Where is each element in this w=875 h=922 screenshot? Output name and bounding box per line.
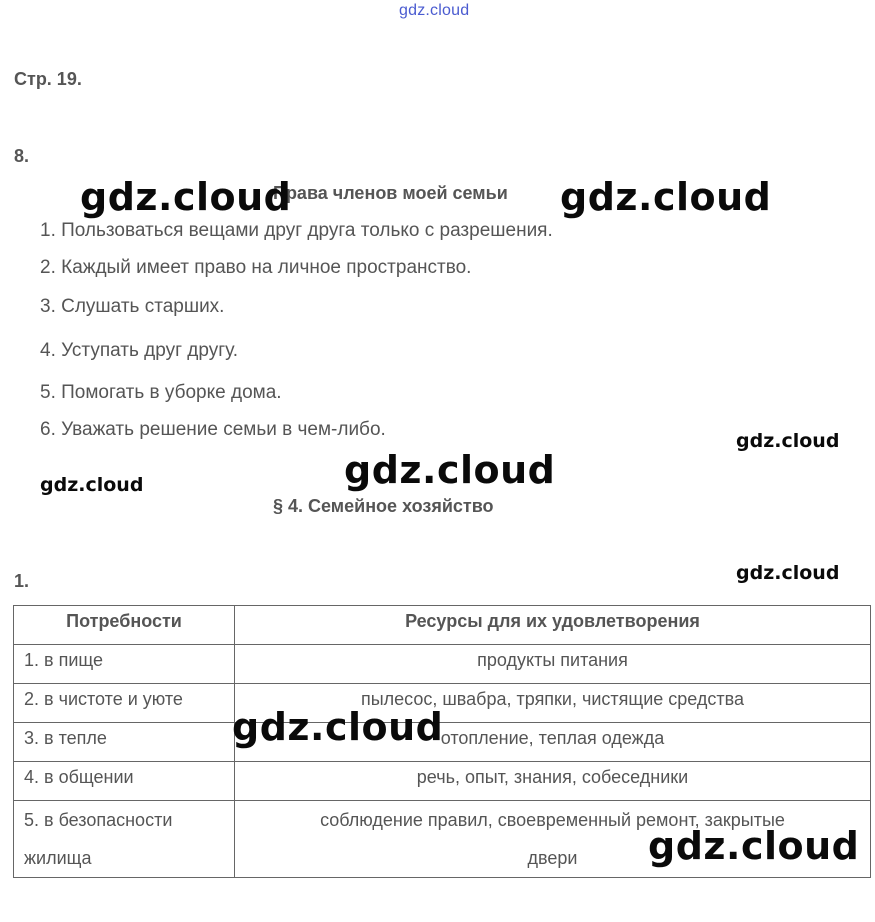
watermark-top: gdz.cloud [399, 2, 470, 19]
table-cell-need: 1. в пище [14, 645, 235, 684]
table-row [14, 645, 871, 684]
table-cell-resource-line2: двери [527, 848, 578, 868]
watermark-label: gdz.cloud [344, 448, 556, 492]
table-cell-resource: отопление, теплая одежда [235, 723, 871, 762]
watermark-label: gdz.cloud [648, 824, 860, 868]
rights-item: 5. Помогать в уборке дома. [40, 382, 282, 403]
watermark-label: gdz.cloud [736, 562, 840, 584]
task-8-number: 8. [14, 146, 30, 166]
table-cell-need: 4. в общении [14, 762, 235, 801]
table-row [14, 762, 871, 801]
table-cell-resource-line1: соблюдение правил, своевременный ремонт, закрытые [320, 810, 785, 830]
table-cell-need: 2. в чистоте и уюте [14, 684, 235, 723]
table-cell-need: 3. в тепле [14, 723, 235, 762]
rights-item: 4. Уступать друг другу. [40, 340, 239, 361]
watermark-label: gdz.cloud [80, 175, 292, 219]
table-header-row [14, 606, 871, 645]
watermark-label: gdz.cloud [560, 175, 772, 219]
rights-title: Права членов моей семьи [273, 183, 508, 203]
rights-item: 3. Слушать старших. [40, 296, 225, 317]
task-1-number: 1. [14, 571, 30, 591]
table-cell-need [14, 801, 235, 878]
page-reference: Стр. 19. [14, 69, 82, 89]
rights-item: 1. Пользоваться вещами друг друга только с разрешения. [40, 220, 553, 241]
section-title: § 4. Семейное хозяйство [273, 496, 494, 516]
table-cell-resource: продукты питания [235, 645, 871, 684]
rights-item: 2. Каждый имеет право на личное пространство. [40, 257, 472, 278]
watermark-label: gdz.cloud [736, 430, 840, 452]
rights-item: 6. Уважать решение семьи в чем-либо. [40, 419, 386, 440]
table-header-needs: Потребности [14, 606, 235, 645]
table-header-resources: Ресурсы для их удовлетворения [235, 606, 871, 645]
watermark-label: gdz.cloud [232, 705, 444, 749]
watermark-label: gdz.cloud [40, 474, 144, 496]
table-cell-resource: речь, опыт, знания, собеседники [235, 762, 871, 801]
table-cell-need-line1: 5. в безопасности [24, 810, 173, 830]
table-cell-need-line2: жилища [24, 848, 92, 868]
table-cell-resource: пылесос, швабра, тряпки, чистящие средства [235, 684, 871, 723]
